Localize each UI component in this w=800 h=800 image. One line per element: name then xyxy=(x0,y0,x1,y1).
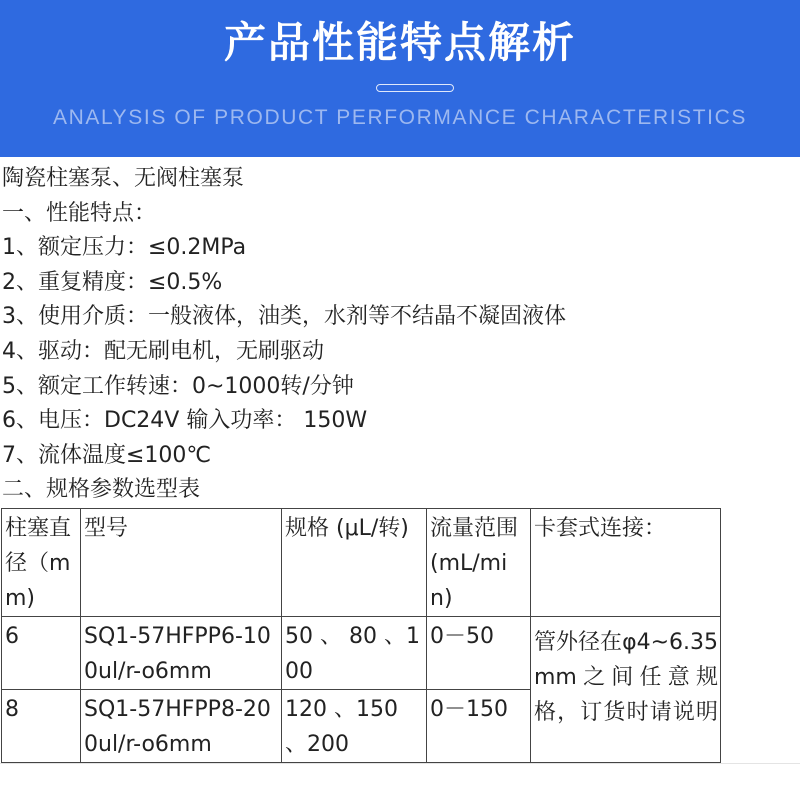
header-plunger-diameter: 柱塞直径（mm) xyxy=(2,509,81,617)
cell-model: SQ1-57HFPP6-100ul/r-o6mm xyxy=(81,617,282,690)
product-name-line: 陶瓷柱塞泵、无阀柱塞泵 xyxy=(2,166,245,191)
bottom-divider xyxy=(0,763,800,764)
cell-connection-note: 管外径在φ4~6.35mm之间任意规格，订货时请说明 xyxy=(531,617,721,763)
spec-line-speed: 5、额定工作转速：0~1000转/分钟 xyxy=(2,373,354,399)
cell-model: SQ1-57HFPP8-200ul/r-o6mm xyxy=(81,690,282,763)
content-body xyxy=(2,162,566,508)
spec-line-voltage: 6、电压：DC24V 输入功率： 150W xyxy=(2,408,368,434)
section-heading-performance: 一、性能特点： xyxy=(2,200,157,226)
header-connection: 卡套式连接： xyxy=(531,509,721,617)
spec-line-precision: 2、重复精度：≤0.5% xyxy=(2,269,223,295)
decorative-pill-divider xyxy=(376,84,454,92)
page-subtitle: ANALYSIS OF PRODUCT PERFORMANCE CHARACTERISTICS xyxy=(52,106,747,129)
spec-line-drive: 4、驱动：配无刷电机，无刷驱动 xyxy=(2,338,324,364)
header-banner xyxy=(0,0,800,157)
spec-line-temperature: 7、流体温度≤100℃ xyxy=(2,442,212,468)
page-title: 产品性能特点解析 xyxy=(223,18,576,67)
cell-flow-range: 0－150 xyxy=(427,690,531,763)
cell-flow-range: 0－50 xyxy=(427,617,531,690)
cell-diameter: 6 xyxy=(2,617,81,690)
spec-selection-table xyxy=(1,508,721,763)
header-flow-range: 流量范围(mL/min) xyxy=(427,509,531,617)
cell-diameter: 8 xyxy=(2,690,81,763)
spec-line-medium: 3、使用介质：一般液体，油类，水剂等不结晶不凝固液体 xyxy=(2,304,566,330)
header-spec: 规格 (μL/转) xyxy=(282,509,427,617)
spec-line-pressure: 1、额定压力：≤0.2MPa xyxy=(2,235,247,261)
header-model: 型号 xyxy=(81,509,282,617)
section-heading-spec-table: 二、规格参数选型表 xyxy=(2,477,201,503)
cell-spec: 50 、 80 、100 xyxy=(282,617,427,690)
table-header-row xyxy=(2,509,721,617)
cell-spec: 120 、150 、200 xyxy=(282,690,427,763)
table-row xyxy=(2,617,721,690)
